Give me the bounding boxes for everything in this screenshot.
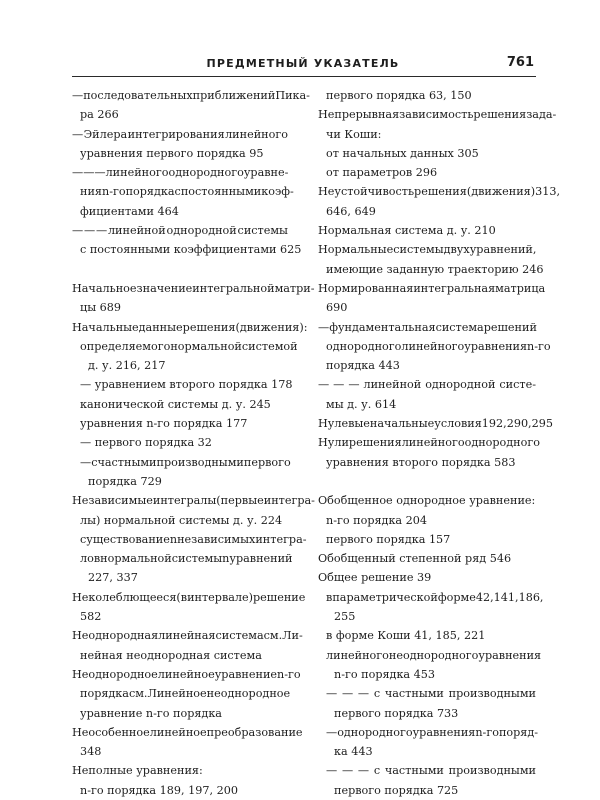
index-line: лы) нормальной системы д. у. 224 [80,513,283,527]
index-column-left [72,86,315,800]
page-number: 761 [506,55,534,70]
index-line: — фундаментальная система решений [318,320,537,334]
index-line: лов нормальной системы n уравнений [80,552,293,566]
index-line: от начальных данных 305 [326,146,479,160]
header-rule [72,76,536,77]
index-line: канонической системы д. у. 245 [80,397,271,411]
index-line: Нулевые начальные условия 192, 290, 295 [318,417,553,431]
index-line: линейного неоднородного уравнения [326,648,542,662]
running-head [72,54,534,74]
index-line: Обобщенное однородное уравнение: [318,494,536,508]
index-line: Неособенное линейное преобразование [72,725,303,739]
index-line: — первого порядка 32 [80,436,212,450]
index-line: первого порядка 733 [334,706,459,720]
index-line: Общее решение 39 [318,571,432,585]
index-line: — уравнением второго порядка 178 [80,378,293,392]
index-line: Неполные уравнения: [72,764,203,778]
index-line: уравнения n-го порядка 177 [80,417,248,431]
index-line: с постоянными коэффициентами 625 [80,243,302,257]
index-column-right [318,86,561,800]
index-line: 646, 649 [326,204,376,218]
index-line: — — — линейного однородного уравне- [72,166,289,180]
index-line: n-го порядка 453 [334,667,436,681]
index-line: фициентами 464 [80,204,179,218]
section-gap [318,472,536,491]
index-line: n-го порядка 189, 197, 200 [80,783,238,797]
index-line: ра 266 [80,108,119,122]
index-line: 348 [80,745,102,759]
index-line: уравнения первого порядка 95 [80,146,264,160]
index-line: Неколеблющееся (в интервале) решение [72,590,306,604]
index-line: чи Коши: [326,127,382,141]
index-line: Нули решения линейного однородного [318,436,540,450]
index-line: Неоднородное линейное уравнение n-го [72,667,301,681]
index-line: — — — с частными производными [326,687,536,701]
page-title: ПРЕДМЕТНЫЙ УКАЗАТЕЛЬ [206,57,400,70]
index-line: в форме Коши 41, 185, 221 [326,629,486,643]
index-line: мы д. у. 614 [326,397,397,411]
index-line: в параметрической форме 42, 141, 186, [326,590,544,604]
index-line: 690 [326,301,348,315]
index-line: ка 443 [334,745,373,759]
index-line: Нормальные системы двух уравнений, [318,243,537,257]
index-line: Нормальная система д. у. 210 [318,224,496,238]
index-line: Обобщенный степенной ряд 546 [318,552,512,566]
index-line: Независимые интегралы (первые интегра- [72,494,315,508]
index-line: порядка см. Линейное неоднородное [80,687,291,701]
section-gap [72,260,288,279]
index-line: — Эйлера интегрирования линейного [72,127,288,141]
index-line: первого порядка 725 [334,783,459,797]
index-line: 227, 337 [88,571,138,585]
index-line: уравнения второго порядка 583 [326,455,516,469]
index-line: однородного линейного уравнения n-го [326,339,551,353]
index-line: д. у. 216, 217 [88,359,166,373]
index-line: Начальное значение интегральной матри- [72,281,315,295]
index-line: 255 [334,610,356,624]
index-line: имеющие заданную траекторию 246 [326,262,544,276]
index-line: от параметров 296 [326,166,438,180]
index-line: Неоднородная линейная система см. Ли- [72,629,303,643]
index-line: Неустойчивость решения (движения) 313, [318,185,561,199]
index-line: — — — линейной однородной системы [72,224,288,238]
index-line: определяемого нормальной системой [80,339,298,353]
index-line: существование n независимых интегра- [80,532,307,546]
index-line: первого порядка 63, 150 [326,89,472,102]
index-line: — с частными производными первого [80,455,291,469]
index-line: Нормированная интегральная матрица [318,281,546,295]
index-line: нейная неоднородная система [80,648,262,662]
index-line: — — — линейной однородной систе- [318,378,536,392]
index-line: цы 689 [80,301,122,315]
index-line: — — — с частными производными [326,764,536,778]
index-line: порядка 443 [326,359,400,373]
index-line: — однородного уравнения n-го поряд- [326,725,539,739]
index-line: n-го порядка 204 [326,513,428,527]
index-line: первого порядка 157 [326,532,451,546]
index-line: — последовательных приближений Пика- [72,89,310,102]
index-line: порядка 729 [88,474,162,488]
index-line: Непрерывная зависимость решения зада- [318,108,557,122]
index-line: Начальные данные решения (движения): [72,320,308,334]
index-line: ния n-го порядка с постоянными коэф- [80,185,294,199]
index-line: 582 [80,610,102,624]
index-line: уравнение n-го порядка [80,706,222,720]
